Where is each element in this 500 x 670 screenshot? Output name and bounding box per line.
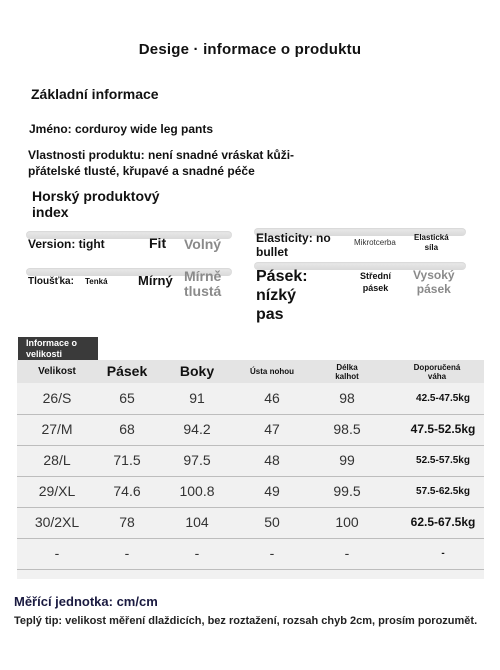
cell-length: 98 bbox=[339, 390, 355, 406]
version-loose-label: Volný bbox=[184, 236, 222, 252]
cell-waist: 74.6 bbox=[113, 483, 141, 499]
waist-high-line: pásek bbox=[416, 282, 451, 296]
header-hips: Boky bbox=[179, 363, 215, 379]
row-divider bbox=[17, 445, 484, 446]
table-row bbox=[17, 478, 484, 504]
waist-mid-line: Střední bbox=[360, 271, 392, 281]
index-heading-line: Horský produktový bbox=[32, 188, 160, 204]
cell-leg-opening: 48 bbox=[264, 452, 280, 468]
cell-hips: 104 bbox=[185, 514, 209, 530]
row-divider bbox=[17, 507, 484, 508]
cell-size: 27/M bbox=[41, 421, 73, 437]
row-divider bbox=[17, 476, 484, 477]
waist-high-label bbox=[413, 268, 455, 296]
cell-leg-opening: - bbox=[269, 545, 275, 561]
waist-high-line: Vysoký bbox=[413, 268, 455, 282]
cell-hips: 94.2 bbox=[183, 421, 211, 437]
thickness-thick-label bbox=[184, 269, 221, 299]
header-waist: Pásek bbox=[106, 363, 148, 379]
index-heading-line: index bbox=[32, 204, 69, 220]
unit-note: Měřící jednotka: cm/cm bbox=[14, 594, 158, 609]
header-size: Velikost bbox=[38, 366, 76, 377]
cell-weight: 57.5-62.5kg bbox=[416, 485, 470, 497]
elasticity-label bbox=[256, 231, 331, 259]
cell-leg-opening: 50 bbox=[264, 514, 280, 530]
cell-waist: 71.5 bbox=[113, 452, 141, 468]
elasticity-strong-line: síla bbox=[424, 243, 439, 252]
elasticity-micro-label: Mikrotcerba bbox=[354, 238, 396, 247]
cell-hips: 97.5 bbox=[183, 452, 211, 468]
cell-size: 29/XL bbox=[38, 483, 76, 499]
table-row bbox=[17, 447, 484, 473]
version-label: Version: tight bbox=[28, 237, 105, 251]
header-weight: Doporučená váha bbox=[413, 362, 461, 381]
row-divider bbox=[17, 414, 484, 415]
cell-length: - bbox=[344, 545, 350, 561]
size-info-tag-line: Informace o bbox=[26, 338, 78, 348]
waist-mid-label bbox=[360, 270, 391, 294]
cell-hips: 91 bbox=[189, 390, 205, 406]
product-properties bbox=[28, 147, 358, 179]
size-info-tag-line: velikosti bbox=[26, 349, 63, 359]
thickness-thin-label: Tenká bbox=[85, 277, 108, 286]
cell-weight: 42.5-47.5kg bbox=[416, 392, 470, 404]
cell-leg-opening: 46 bbox=[264, 390, 280, 406]
version-fit-label: Fit bbox=[149, 235, 167, 251]
cell-leg-opening: 49 bbox=[264, 483, 280, 499]
cell-length: 98.5 bbox=[333, 421, 361, 437]
row-divider bbox=[17, 538, 484, 539]
cell-waist: 65 bbox=[119, 390, 135, 406]
cell-waist: 68 bbox=[119, 421, 135, 437]
cell-hips: 100.8 bbox=[179, 483, 215, 499]
tip-note: Teplý tip: velikost měření dlaždicích, bez roztažení, rozsah chyb 2cm, prosím porozumět. bbox=[14, 615, 478, 627]
cell-leg-opening: 47 bbox=[264, 421, 280, 437]
thickness-label: Tloušťka: bbox=[28, 276, 74, 287]
section-title: Základní informace bbox=[31, 86, 159, 102]
cell-size: 26/S bbox=[42, 390, 72, 406]
cell-weight: 62.5-67.5kg bbox=[410, 515, 476, 529]
properties-line: přátelské tlusté, křupavé a snadné péče bbox=[28, 164, 255, 178]
elasticity-label-line: Elasticity: no bbox=[256, 231, 331, 245]
cell-size: 30/2XL bbox=[34, 514, 80, 530]
cell-length: 100 bbox=[335, 514, 359, 530]
cell-length: 99.5 bbox=[333, 483, 361, 499]
row-divider bbox=[17, 569, 484, 570]
size-info-tag bbox=[18, 337, 98, 361]
cell-weight: - bbox=[441, 547, 445, 559]
cell-length: 99 bbox=[339, 452, 355, 468]
cell-weight: 52.5-57.5kg bbox=[416, 454, 470, 466]
product-name: Jméno: corduroy wide leg pants bbox=[29, 122, 214, 136]
thickness-thick-line: tlustá bbox=[184, 283, 222, 299]
waist-label-line: nízký pas bbox=[256, 287, 297, 323]
index-heading bbox=[32, 188, 182, 220]
table-row bbox=[17, 509, 484, 535]
waist-label bbox=[256, 267, 308, 324]
elasticity-strong-label bbox=[414, 233, 449, 253]
header-length: Délka kalhot bbox=[335, 362, 359, 381]
page-title: Desige · informace o produktu bbox=[138, 41, 362, 58]
thickness-thick-line: Mírně bbox=[184, 268, 222, 284]
thickness-medium-label: Mírný bbox=[138, 273, 173, 288]
cell-size: 28/L bbox=[43, 452, 71, 468]
header-leg-opening: Ústa nohou bbox=[250, 367, 294, 376]
elasticity-strong-line: Elastická bbox=[414, 233, 449, 242]
cell-weight: 47.5-52.5kg bbox=[410, 422, 476, 436]
table-row bbox=[17, 540, 484, 566]
table-header bbox=[17, 360, 484, 383]
waist-label-line: Pásek: bbox=[256, 268, 308, 285]
cell-waist: - bbox=[124, 545, 130, 561]
table-row bbox=[17, 416, 484, 442]
cell-size: - bbox=[54, 545, 60, 561]
waist-mid-line: pásek bbox=[362, 283, 389, 293]
cell-hips: - bbox=[194, 545, 200, 561]
table-row bbox=[17, 385, 484, 411]
cell-waist: 78 bbox=[119, 514, 135, 530]
properties-line: Vlastnosti produktu: není snadné vráskat kůži- bbox=[28, 148, 295, 162]
size-table bbox=[17, 360, 484, 579]
elasticity-label-line: bullet bbox=[256, 245, 288, 259]
